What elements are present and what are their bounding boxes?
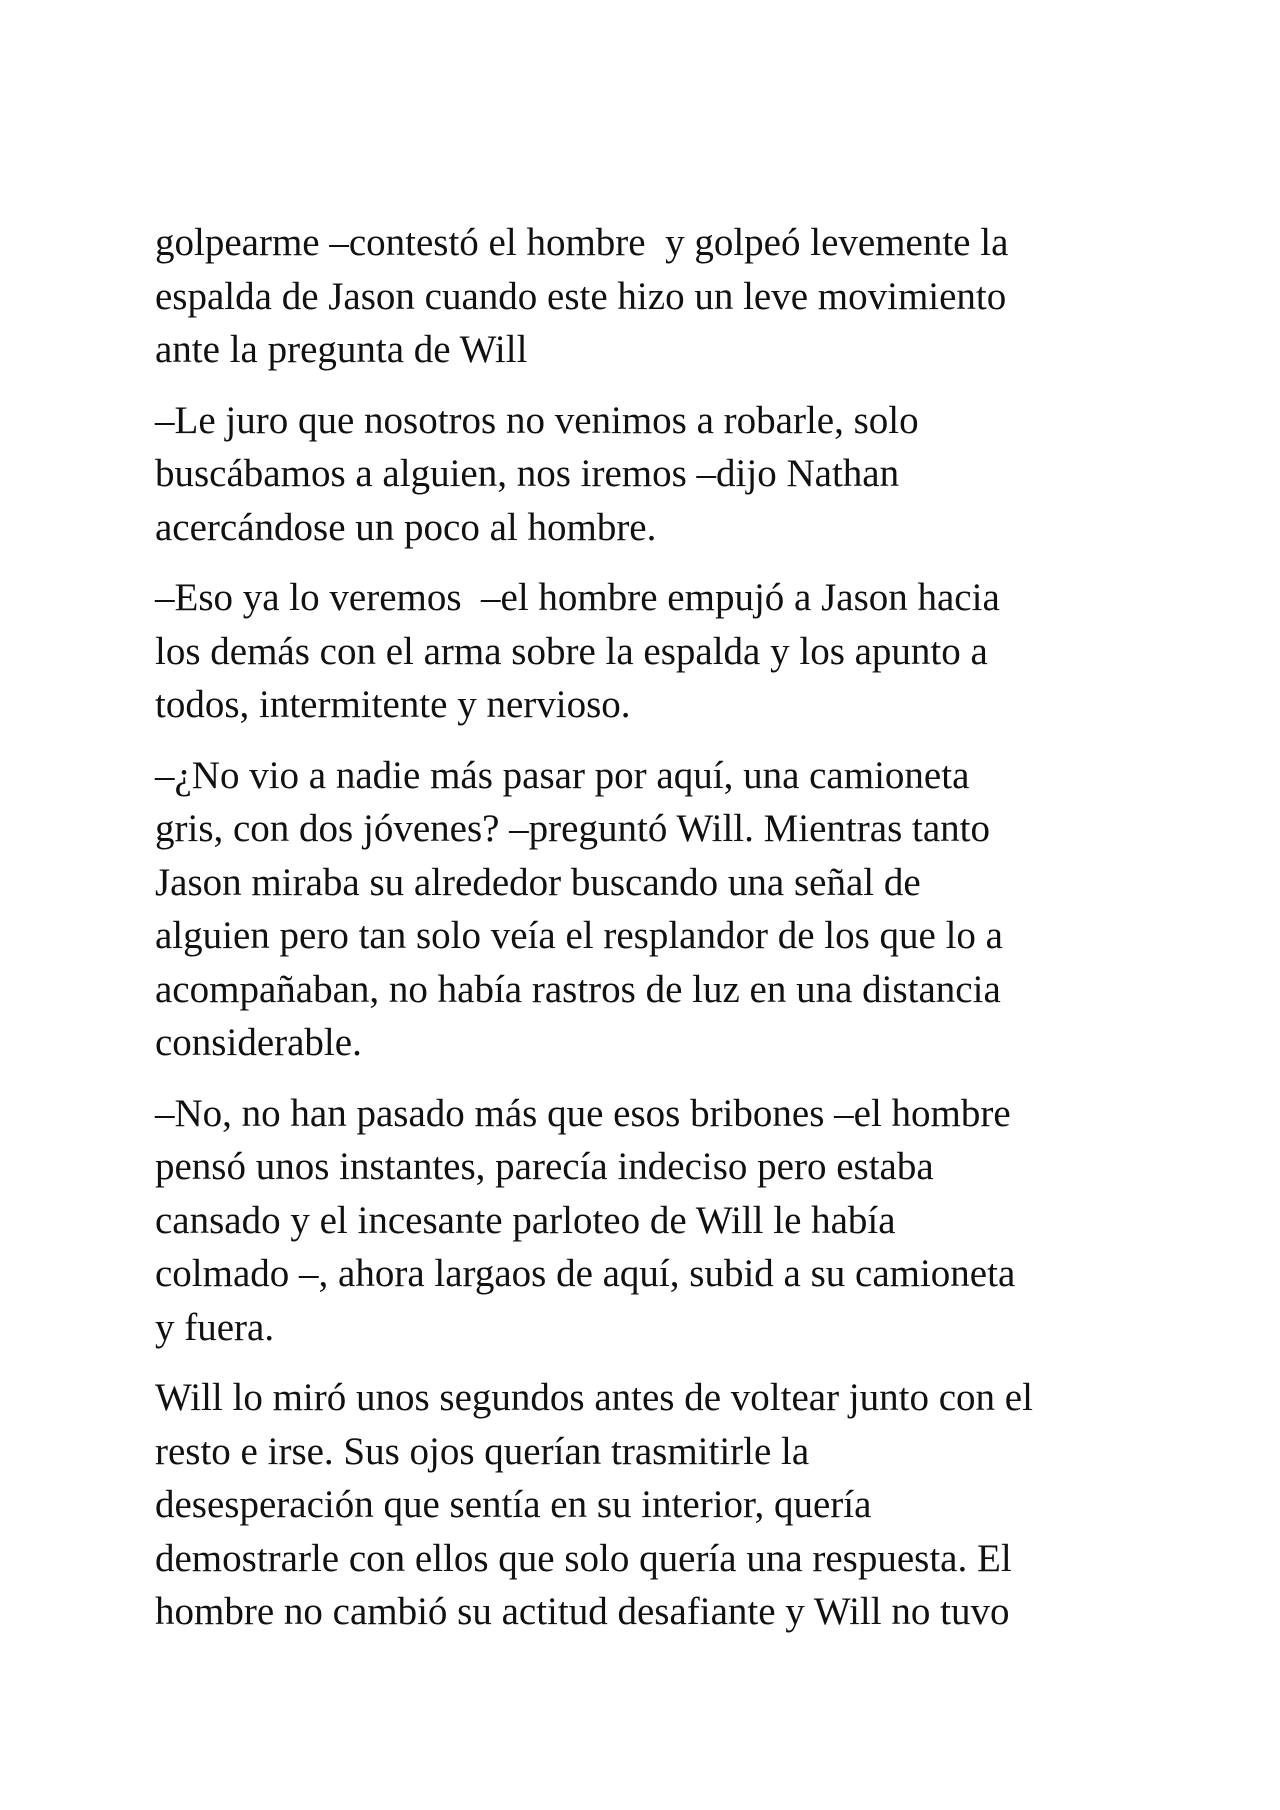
text-line: desesperación que sentía en su interior, quería <box>155 1483 872 1526</box>
text-line: cansado y el incesante parloteo de Will le había <box>155 1198 896 1242</box>
text-line: buscábamos a alguien, nos iremos –dijo Nathan <box>155 452 900 495</box>
text-line: demostrarle con ellos que solo quería una respuesta. El <box>155 1536 1012 1580</box>
text-line: ante la pregunta de Will <box>155 328 528 371</box>
text-line: todos, intermitente y nervioso. <box>155 683 631 726</box>
text-line: espalda de Jason cuando este hizo un leve movimiento <box>155 274 1007 318</box>
paragraph-3 <box>155 571 1145 732</box>
text-line: acompañaban, no había rastros de luz en una distancia <box>155 967 1001 1011</box>
text-line: gris, con dos jóvenes? –preguntó Will. Mientras tanto <box>155 807 990 850</box>
body-text <box>155 216 1145 1656</box>
paragraph-4 <box>155 749 1145 1070</box>
paragraph-2 <box>155 394 1145 555</box>
text-line: Will lo miró unos segundos antes de voltear junto con el <box>155 1376 1033 1419</box>
text-line: –¿No vio a nadie más pasar por aquí, una camioneta <box>155 753 970 797</box>
paragraph-6 <box>155 1371 1145 1639</box>
text-line: considerable. <box>155 1021 362 1064</box>
paragraph-5 <box>155 1087 1145 1355</box>
text-line: y fuera. <box>155 1305 275 1349</box>
text-line: alguien pero tan solo veía el resplandor de los que lo a <box>155 914 1003 957</box>
text-line: acercándose un poco al hombre. <box>155 505 657 549</box>
paragraph-1 <box>155 216 1145 377</box>
text-line: –Le juro que nosotros no venimos a robarle, solo <box>155 398 919 442</box>
text-line: colmado –, ahora largaos de aquí, subid a su camioneta <box>155 1252 1016 1295</box>
text-line: Jason miraba su alrededor buscando una señal de <box>155 860 921 904</box>
text-line: hombre no cambió su actitud desafiante y Will no tuvo <box>155 1590 1010 1633</box>
text-line: –Eso ya lo veremos –el hombre empujó a Jason hacia <box>155 576 1000 619</box>
text-line: los demás con el arma sobre la espalda y los apunto a <box>155 629 988 673</box>
text-line: –No, no han pasado más que esos bribones –el hombre <box>155 1091 1011 1135</box>
text-line: resto e irse. Sus ojos querían trasmitirle la <box>155 1429 810 1473</box>
text-line: golpearme –contestó el hombre y golpeó levemente la <box>155 221 1009 264</box>
text-line: pensó unos instantes, parecía indeciso pero estaba <box>155 1145 934 1188</box>
